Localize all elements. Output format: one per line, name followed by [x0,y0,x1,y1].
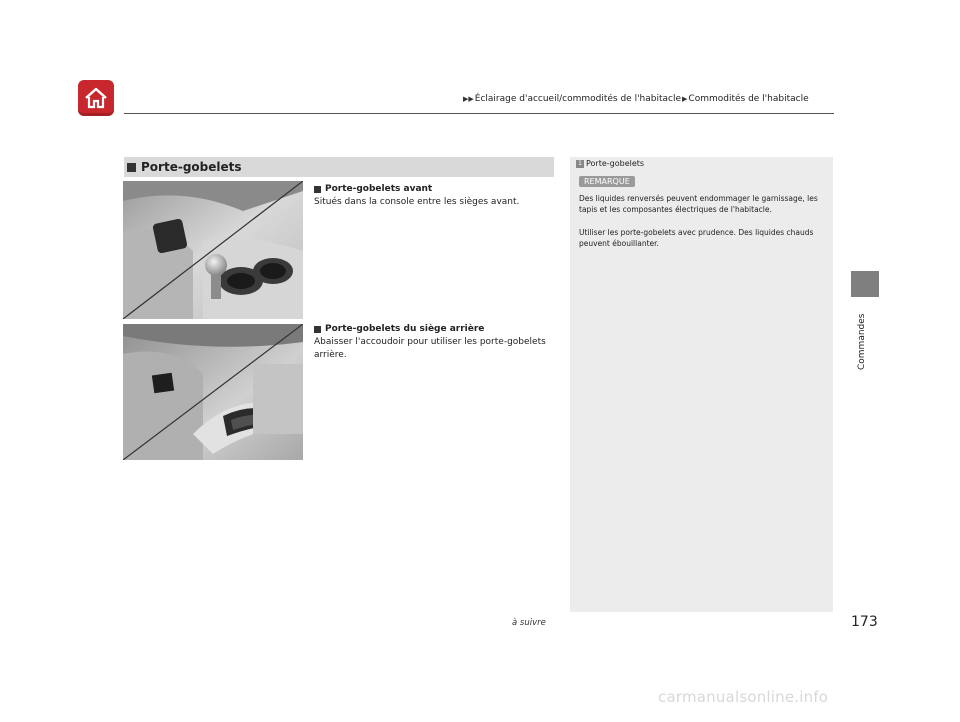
square-bullet-icon [127,163,136,172]
subsection-rear-cupholders [314,323,564,362]
subsection-title-text: Porte-gobelets avant [325,184,433,194]
front-cupholder-illustration [123,181,303,319]
square-bullet-icon [314,186,321,193]
breadcrumb-link-conveniences[interactable]: Commodités de l'habitacle [688,94,809,104]
continue-label: à suivre [512,618,546,628]
page-number: 173 [851,614,878,630]
note-paragraph: Des liquides renversés peuvent endommager le garnissage, les tapis et les composantes électriques de l'habitacle. [579,194,818,214]
section-title: Porte-gobelets [141,160,242,174]
breadcrumb-separator-icon: ▶ [682,95,688,103]
remark-badge: REMARQUE [579,176,635,187]
note-sidebar [570,157,833,612]
square-bullet-icon [314,326,321,333]
home-icon [83,86,109,110]
chapter-label: Commandes [857,313,867,370]
reference-badge: 1 [576,160,584,168]
watermark: carmanualsonline.info [658,688,829,706]
front-cupholder-photo [123,181,303,319]
header-divider [124,113,834,114]
sidebar-title: Porte-gobelets [586,159,645,168]
subsection-body: Situés dans la console entre les sièges avant. [314,197,520,207]
chapter-tab[interactable] [851,271,879,297]
rear-cupholder-illustration [123,324,303,460]
subsection-body: Abaisser l'accoudoir pour utiliser les porte-gobelets arrière. [314,337,546,360]
subsection-title [314,323,564,336]
breadcrumb-arrow-icon: ▶▶ [463,95,474,103]
section-header [124,157,554,177]
breadcrumb [462,94,809,104]
subsection-title [314,183,564,196]
breadcrumb-link-lighting[interactable]: Éclairage d'accueil/commodités de l'habitacle [474,94,682,104]
rear-cupholder-photo [123,324,303,460]
subsection-front-cupholders [314,183,564,209]
note-paragraph: Utiliser les porte-gobelets avec prudence. Des liquides chauds peuvent ébouillanter. [579,228,814,248]
home-button[interactable] [78,80,114,116]
sidebar-header [576,159,644,168]
subsection-title-text: Porte-gobelets du siège arrière [325,324,485,334]
